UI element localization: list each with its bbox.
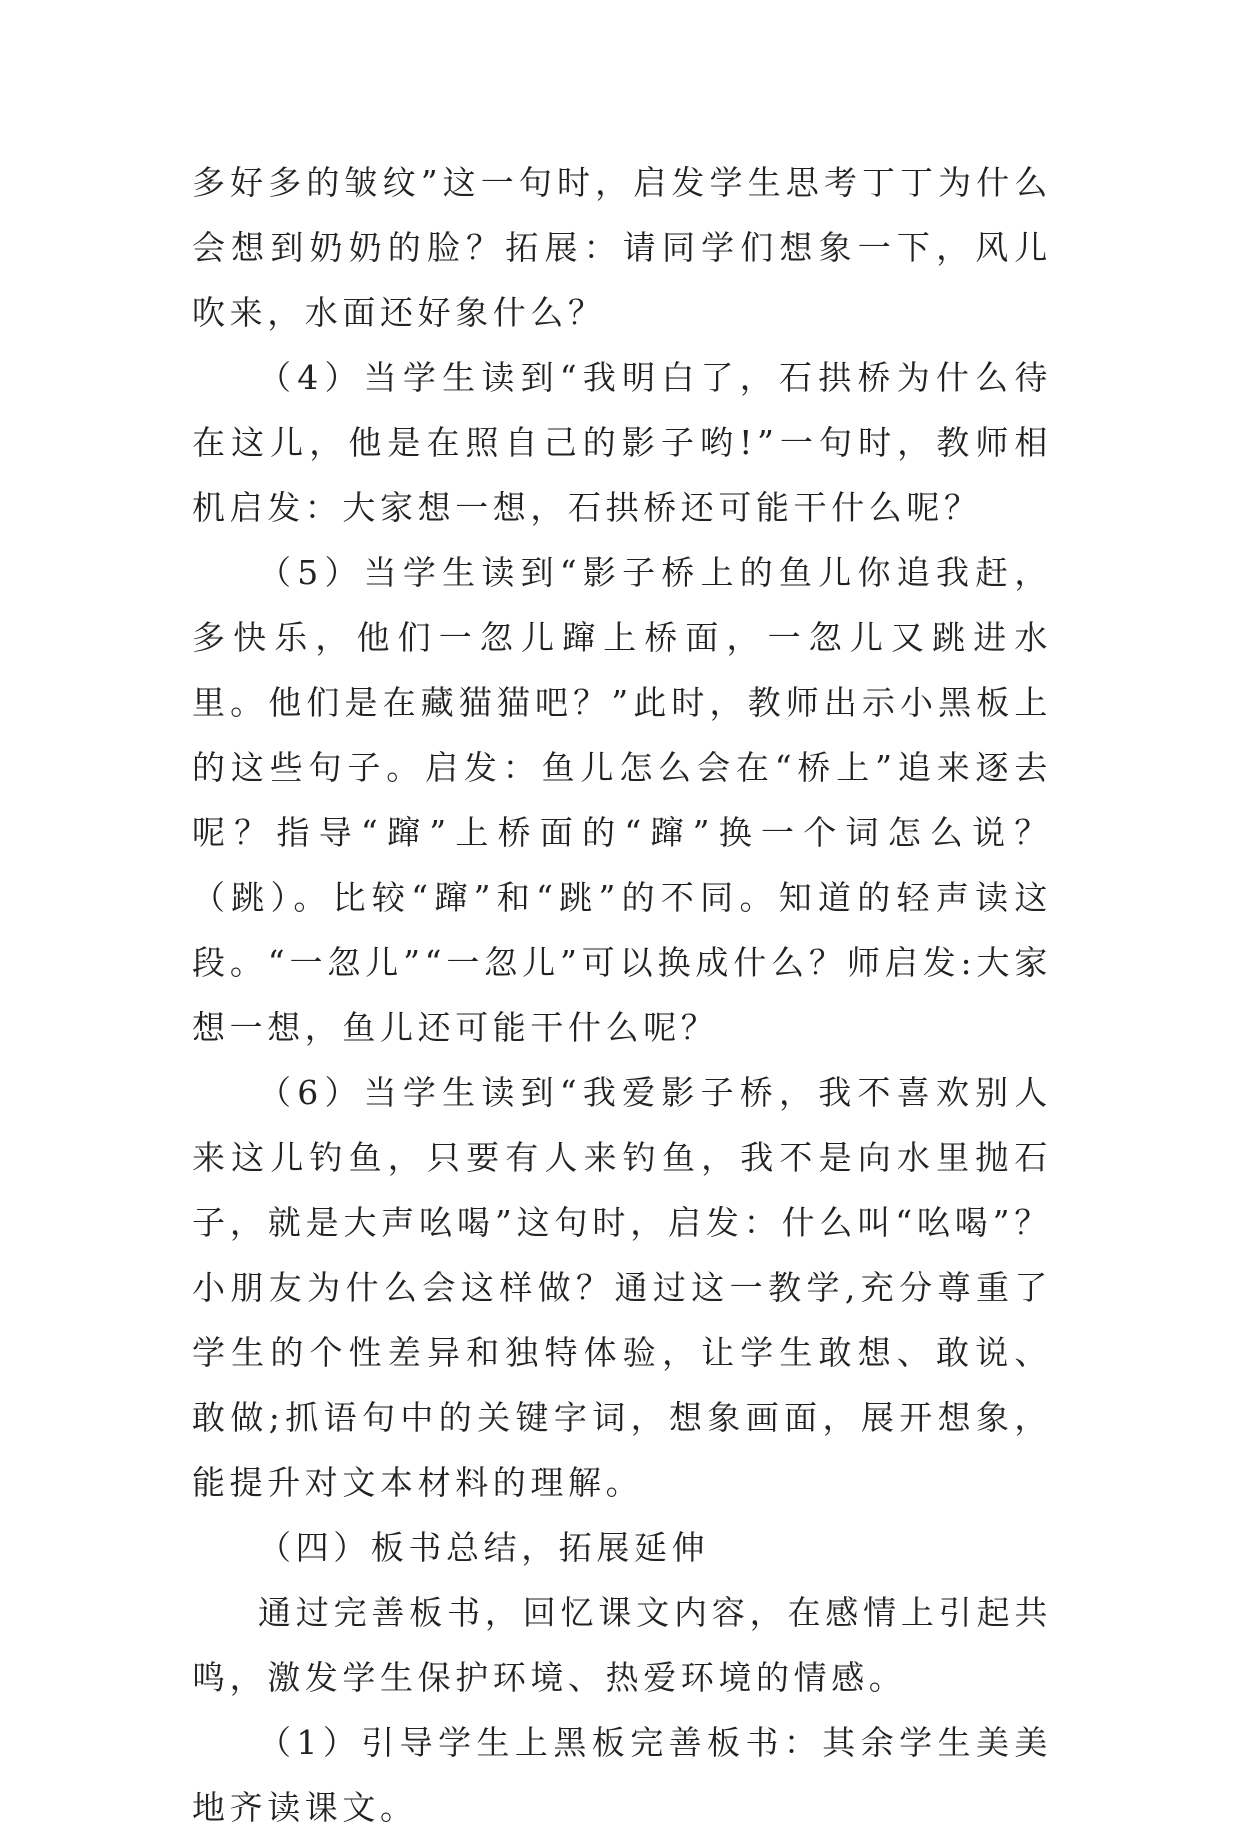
- paragraph-5: 通过完善板书，回忆课文内容，在感情上引起共鸣，激发学生保护环境、热爱环境的情感。: [192, 1593, 1052, 1697]
- paragraph-2: （4）当学生读到“我明白了，石拱桥为什么待在这儿，他是在照自己的影子哟!”一句时，教师相机启发：大家想一想，石拱桥还可能干什么呢？: [192, 358, 1052, 527]
- document-page: [192, 150, 1052, 1840]
- paragraph-3: （5）当学生读到“影子桥上的鱼儿你追我赶，多快乐，他们一忽儿蹿上桥面，一忽儿又跳进水里。他们是在藏猫猫吧？”此时，教师出示小黑板上的这些句子。启发：鱼儿怎么会在“桥上”追来逐去呢？指导“蹿”上桥面的“蹿”换一个词怎么说？（跳）。比较“蹿”和“跳”的不同。知道的轻声读这段。“一忽儿”“一忽儿”可以换成什么？师启发:大家想一想，鱼儿还可能干什么呢？: [192, 553, 1052, 1047]
- paragraph-6: （1）引导学生上黑板完善板书：其余学生美美地齐读课文。: [192, 1723, 1052, 1827]
- paragraph-4: （6）当学生读到“我爱影子桥，我不喜欢别人来这儿钓鱼，只要有人来钓鱼，我不是向水里抛石子，就是大声吆喝”这句时，启发：什么叫“吆喝”？小朋友为什么会这样做？通过这一教学,充分尊重了学生的个性差异和独特体验，让学生敢想、敢说、敢做;抓语句中的关键字词，想象画面，展开想象，能提升对文本材料的理解。: [192, 1073, 1052, 1502]
- paragraph-1: 多好多的皱纹”这一句时，启发学生思考丁丁为什么会想到奶奶的脸？拓展：请同学们想象一下，风儿吹来，水面还好象什么？: [192, 163, 1052, 332]
- section-heading: （四）板书总结，拓展延伸: [258, 1528, 710, 1567]
